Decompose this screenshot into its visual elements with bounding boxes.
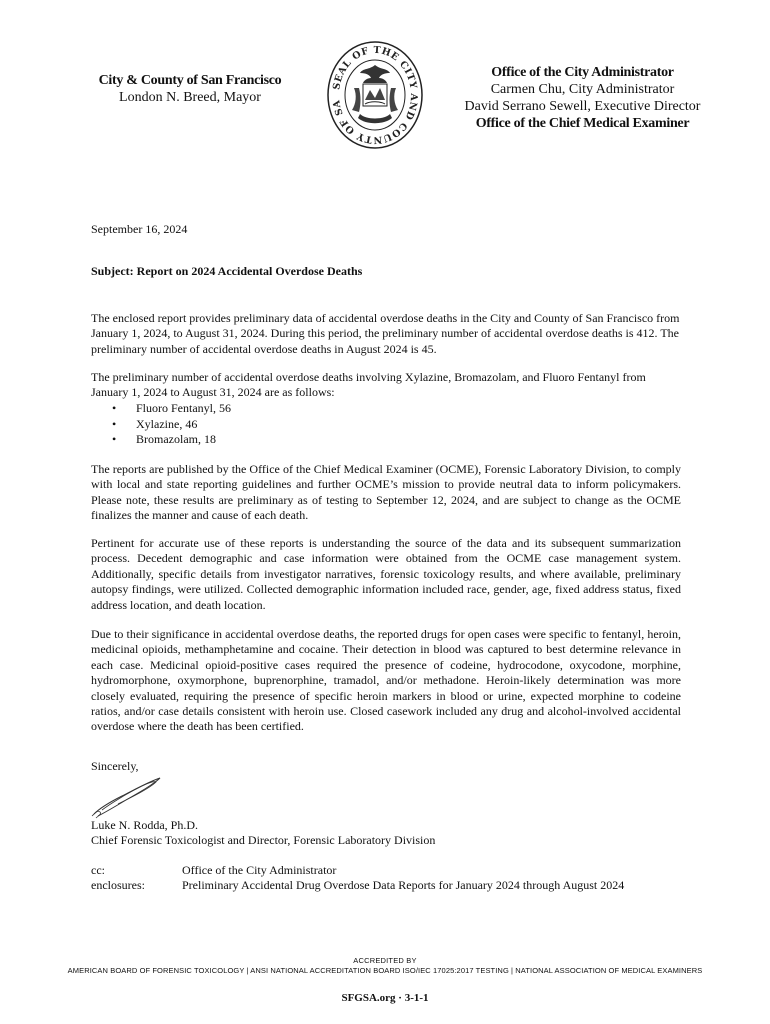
office-title: Office of the City Administrator <box>491 65 674 80</box>
paragraph-publication: The reports are published by the Office of the Chief Medical Examiner (OCME), Forensic Laboratory Division, to comply with local and state reporting guidelines and further OCME’s mission to provide neutral data to inform policymakers. Please note, these results are preliminary as of testing to September 12, 2024, and are subject to change as the OCME finalizes the manner and cause of each death. <box>91 462 681 523</box>
signer-block <box>91 818 681 849</box>
mayor-name: London N. Breed, Mayor <box>119 90 261 105</box>
cc-value: Office of the City Administrator <box>182 863 337 877</box>
paragraph-drugs: Due to their significance in accidental overdose deaths, the reported drugs for open cases were specific to fentanyl, heroin, medicinal opioids, methamphetamine and cocaine. Their detection in blood was captured to best determine relevance in each case. Medicinal opioid-positive cases required the presence of codeine, hydrocodone, oxycodone, morphine, hydromorphone, oxymorphone, buprenorphine, tramadol, and/or methadone. Heroin-likely determination was more closely evaluated, requiring the presence of specific heroin markers in blood or urine, expected morphine to codeine ratios, and/or case details consistent with heroin use. Closed casework included any drug and alcohol-involved accidental overdose where the death has been certified. <box>91 627 681 734</box>
mayor-header <box>60 72 320 106</box>
letter-subject: Subject: Report on 2024 Accidental Overdose Deaths <box>91 264 363 278</box>
paragraph-substances: The preliminary number of accidental overdose deaths involving Xylazine, Bromazolam, and Fluoro Fentanyl from January 1, 2024 to August 31, 2024 are as follows: <box>91 370 646 400</box>
signer-name: Luke N. Rodda, Ph.D. <box>91 818 198 832</box>
administrator-name: Carmen Chu, City Administrator <box>490 82 675 97</box>
letter-date: September 16, 2024 <box>91 222 188 236</box>
administrator-header <box>455 64 710 132</box>
list-item: • Bromazolam, 18 <box>110 432 231 448</box>
list-item: • Xylazine, 46 <box>110 417 231 433</box>
seal-legend: SEAL OF THE CITY AND COUNTY OF SA <box>331 44 420 146</box>
enclosures-value: Preliminary Accidental Drug Overdose Data Reports for January 2024 through August 2024 <box>182 878 625 893</box>
director-name: David Serrano Sewell, Executive Director <box>464 99 701 114</box>
signature-icon <box>90 772 170 820</box>
signer-title: Chief Forensic Toxicologist and Director, Forensic Laboratory Division <box>91 833 436 848</box>
footer-website: SFGSA.org · 3-1-1 <box>341 992 429 1004</box>
paragraph-summary: The enclosed report provides preliminary data of accidental overdose deaths in the City and County of San Francisco from January 1, 2024, to August 31, 2024. During this period, the preliminary number of accidental overdose deaths is 412. The preliminary number of accidental overdose deaths in August 2024 is 45. <box>91 311 680 356</box>
cc-block <box>91 863 681 894</box>
city-name: City & County of San Francisco <box>98 73 282 88</box>
cc-label: cc: <box>91 863 105 877</box>
city-seal-icon <box>326 40 424 150</box>
paragraph-methodology: Pertinent for accurate use of these reports is understanding the source of the data and its subsequent summarization process. Decedent demographic and case information were obtained from the OCME case management system. Additionally, specific details from investigator narratives, forensic toxicology results, and where available, preliminary autopsy findings, were utilized. Collected demographic information included race, gender, age, fixed address status, fixed address location, and death location. <box>91 536 681 612</box>
substance-list <box>110 401 231 448</box>
accredited-label: ACCREDITED BY <box>353 956 417 965</box>
closing: Sincerely, <box>91 759 139 773</box>
enclosures-label: enclosures: <box>91 878 145 893</box>
list-item: • Fluoro Fentanyl, 56 <box>110 401 231 417</box>
division-title: Office of the Chief Medical Examiner <box>475 116 690 131</box>
accreditation-bodies: AMERICAN BOARD OF FORENSIC TOXICOLOGY | ANSI NATIONAL ACCREDITATION BOARD ISO/IEC 17025:2017 TESTING | NATIONAL ASSOCIATION OF MEDICAL EXAMINERS <box>67 966 703 975</box>
